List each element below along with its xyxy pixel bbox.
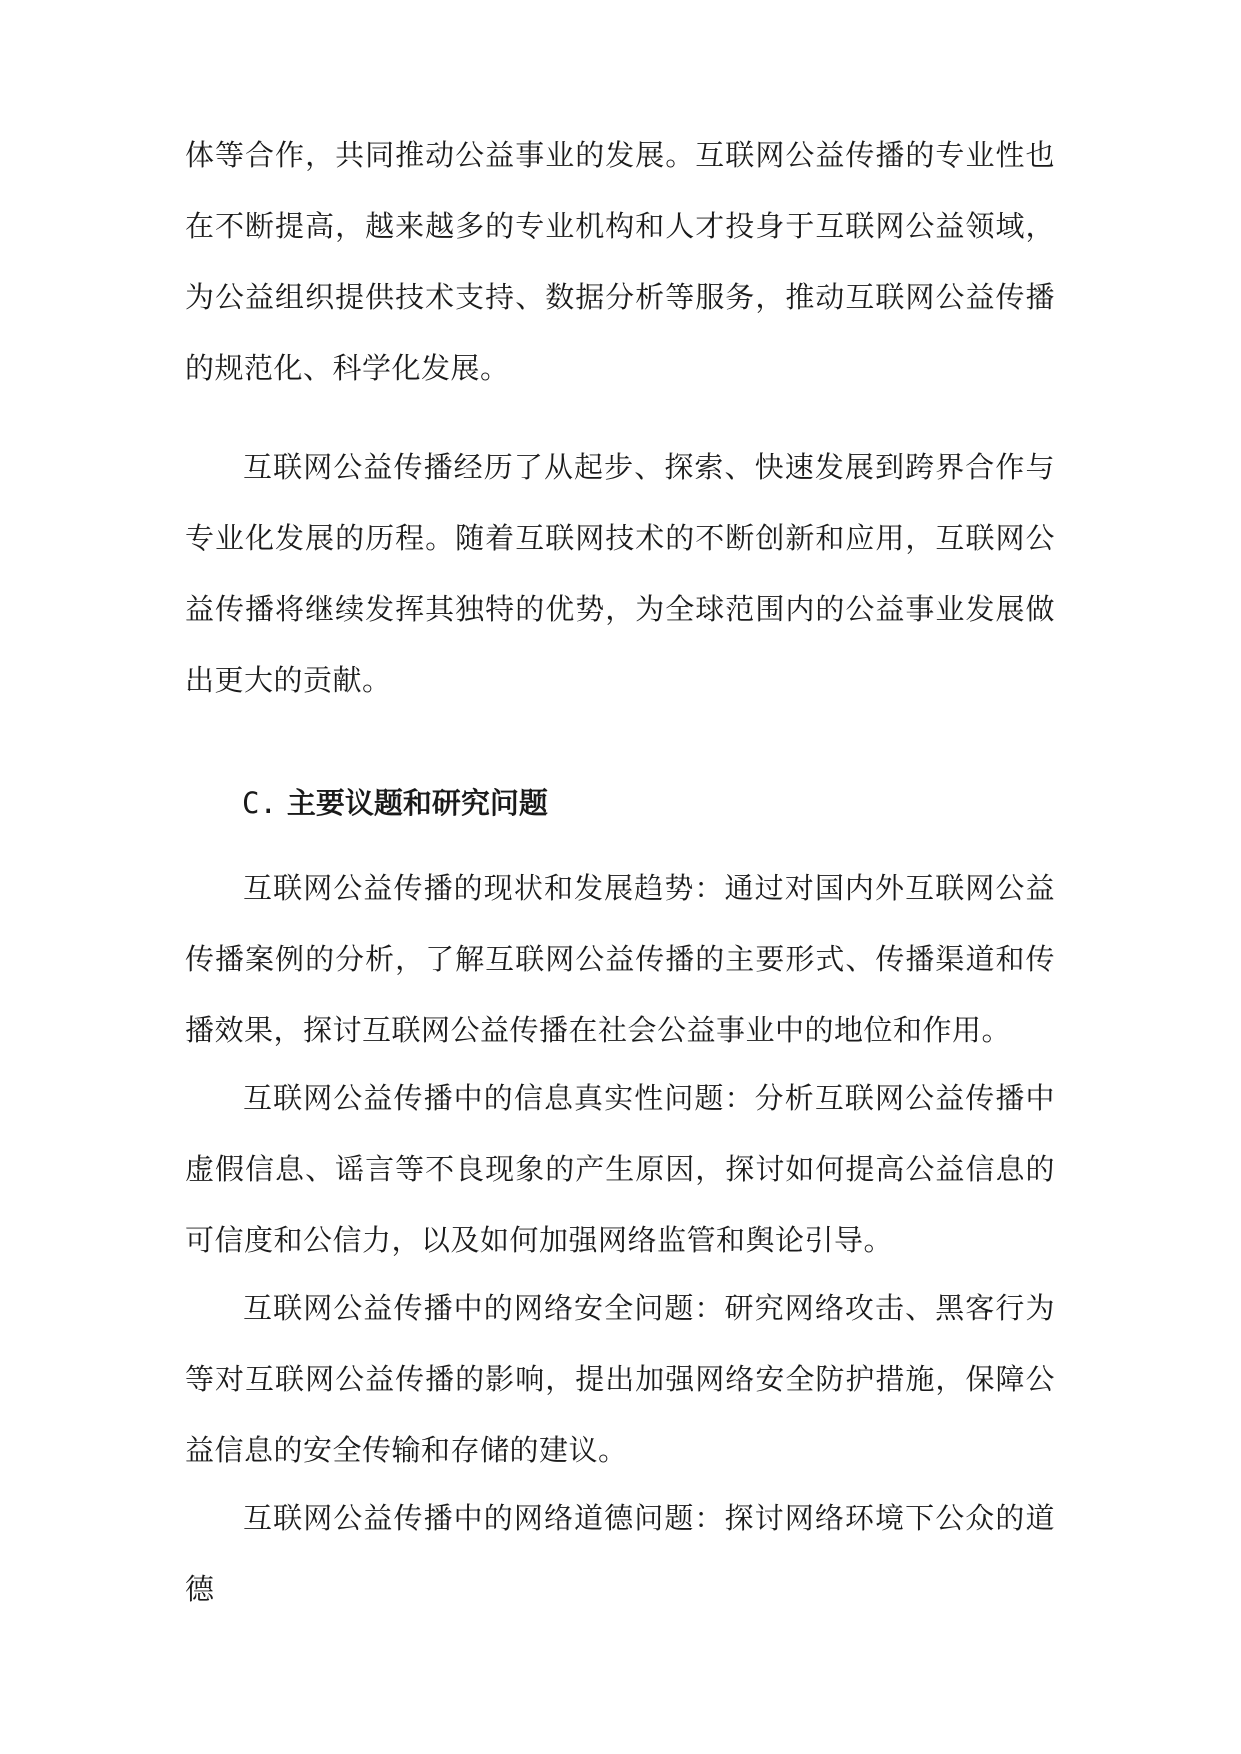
paragraph-status-trends: 互联网公益传播的现状和发展趋势：通过对国内外互联网公益传播案例的分析，了解互联网公益传播的主要形式、传播渠道和传播效果，探讨互联网公益传播在社会公益事业中的地位和作用。	[185, 871, 1055, 1047]
paragraph-summary: 互联网公益传播经历了从起步、探索、快速发展到跨界合作与专业化发展的历程。随着互联网技术的不断创新和应用，互联网公益传播将继续发挥其独特的优势，为全球范围内的公益事业发展做出更大的贡献。	[185, 450, 1055, 697]
paragraph-information-authenticity: 互联网公益传播中的信息真实性问题：分析互联网公益传播中虚假信息、谣言等不良现象的产生原因，探讨如何提高公益信息的可信度和公信力，以及如何加强网络监管和舆论引导。	[185, 1081, 1055, 1257]
section-heading-title: 主要议题和研究问题	[286, 786, 548, 820]
section-heading	[242, 781, 548, 825]
section-heading-label: C.	[242, 786, 277, 820]
paragraph-continuation: 体等合作，共同推动公益事业的发展。互联网公益传播的专业性也在不断提高，越来越多的专业机构和人才投身于互联网公益领域，为公益组织提供技术支持、数据分析等服务，推动互联网公益传播的规范化、科学化发展。	[185, 138, 1055, 385]
paragraph-network-security: 互联网公益传播中的网络安全问题：研究网络攻击、黑客行为等对互联网公益传播的影响，提出加强网络安全防护措施，保障公益信息的安全传输和存储的建议。	[185, 1291, 1055, 1467]
paragraph-network-ethics: 互联网公益传播中的网络道德问题：探讨网络环境下公众的道德	[185, 1501, 1055, 1606]
